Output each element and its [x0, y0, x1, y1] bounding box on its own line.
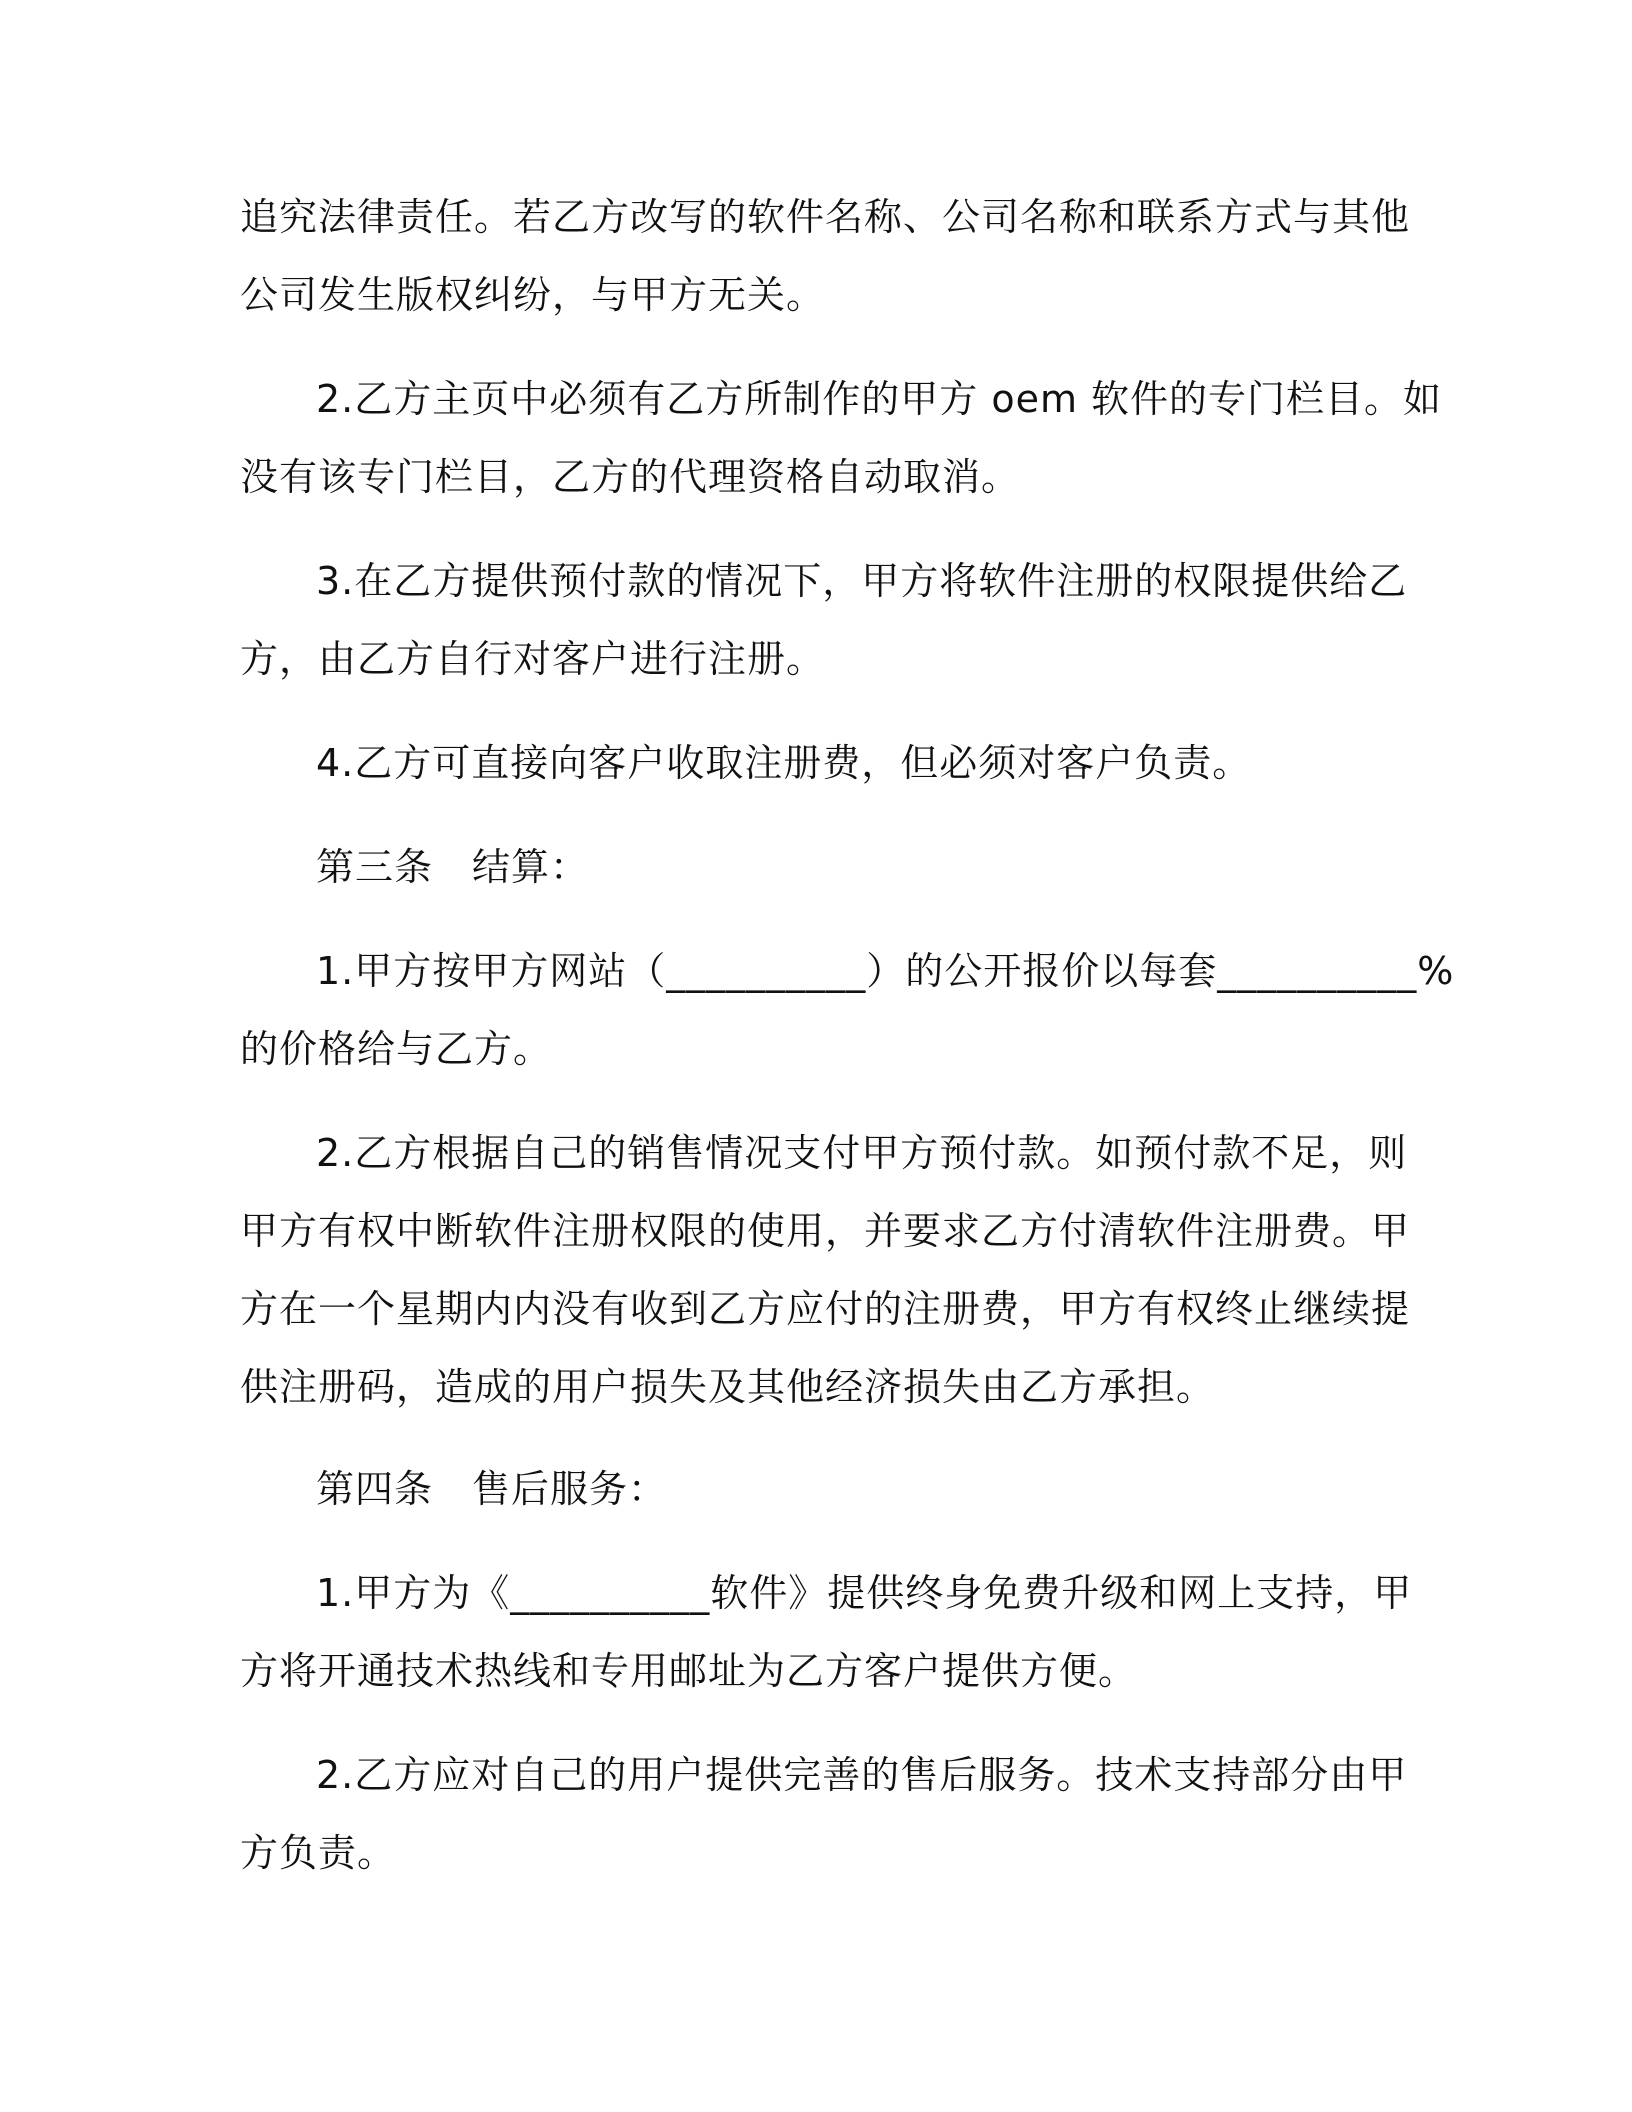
- text-line: 2.乙方应对自己的用户提供完善的售后服务。技术支持部分由甲: [316, 1753, 1408, 1797]
- paragraph-clause-2: [240, 360, 1443, 516]
- paragraph-clause-4: [240, 724, 1390, 802]
- document-body: [240, 178, 1455, 1892]
- text-line: 3.在乙方提供预付款的情况下，甲方将软件注册的权限提供给乙: [316, 559, 1408, 603]
- text-line: 的价格给与乙方。: [240, 1027, 553, 1071]
- text-line: 公司发生版权纠纷，与甲方无关。: [240, 273, 826, 317]
- paragraph-copyright-clause: [240, 178, 1411, 334]
- text-line: 方，由乙方自行对客户进行注册。: [240, 637, 826, 681]
- text-line: 方将开通技术热线和专用邮址为乙方客户提供方便。: [240, 1649, 1138, 1693]
- section-heading: 第三条 结算：: [316, 845, 590, 889]
- section-heading-settlement: [240, 828, 1390, 906]
- text-line: 供注册码，造成的用户损失及其他经济损失由乙方承担。: [240, 1365, 1216, 1409]
- paragraph-settlement-1: [240, 932, 1455, 1088]
- section-heading-after-sales: [240, 1450, 1390, 1528]
- paragraph-settlement-2: [240, 1114, 1411, 1426]
- text-line: 方在一个星期内内没有收到乙方应付的注册费，甲方有权终止继续提: [240, 1287, 1411, 1331]
- text-line: 2.乙方根据自己的销售情况支付甲方预付款。如预付款不足，则: [316, 1131, 1408, 1175]
- text-line: 1.甲方按甲方网站（__________）的公开报价以每套__________%: [316, 949, 1455, 993]
- paragraph-after-sales-2: [240, 1736, 1408, 1892]
- text-line: 甲方有权中断软件注册权限的使用，并要求乙方付清软件注册费。甲: [240, 1209, 1411, 1253]
- text-line: 4.乙方可直接向客户收取注册费，但必须对客户负责。: [316, 741, 1252, 785]
- section-heading: 第四条 售后服务：: [316, 1467, 668, 1511]
- text-line: 1.甲方为《__________软件》提供终身免费升级和网上支持，甲: [316, 1571, 1413, 1615]
- text-line: 追究法律责任。若乙方改写的软件名称、公司名称和联系方式与其他: [240, 195, 1411, 239]
- paragraph-clause-3: [240, 542, 1408, 698]
- paragraph-after-sales-1: [240, 1554, 1413, 1710]
- text-line: 没有该专门栏目，乙方的代理资格自动取消。: [240, 455, 1021, 499]
- text-line: 方负责。: [240, 1831, 397, 1875]
- text-line: 2.乙方主页中必须有乙方所制作的甲方 oem 软件的专门栏目。如: [316, 377, 1443, 421]
